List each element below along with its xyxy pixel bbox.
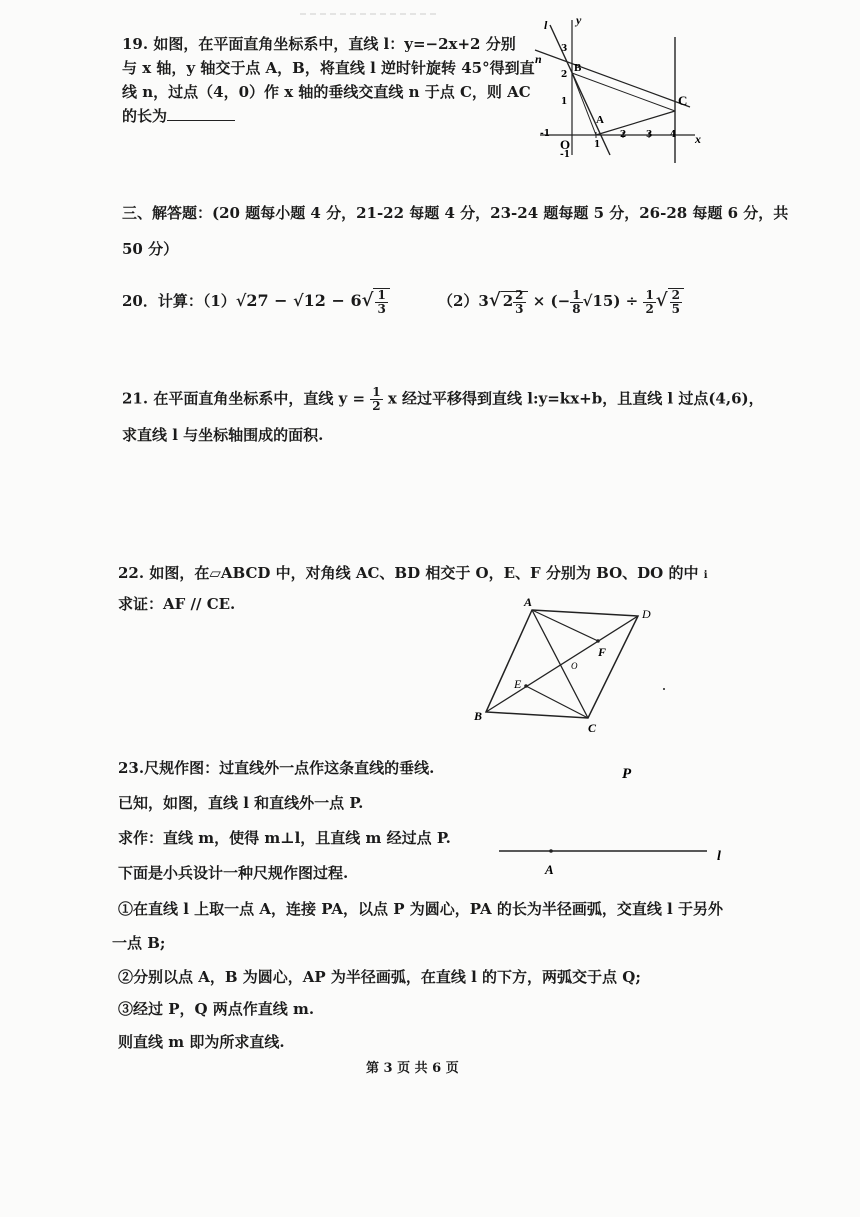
graph-tick-2: 2 xyxy=(561,70,568,80)
fig-label-F: F xyxy=(598,645,607,659)
graph-label-x: x xyxy=(695,132,701,146)
q23-line2: 已知，如图，直线 l 和直线外一点 P. xyxy=(118,794,364,812)
graph-tick-x2: 2 xyxy=(620,130,627,140)
q20-p2-close: ) ÷ xyxy=(613,292,639,310)
q23-line4: 下面是小兵设计一种尺规作图过程. xyxy=(118,864,349,882)
q20-part2: （2）3√ 2 $\frac{2}{3}$ × (− $\frac{1}{8}$ √15) ÷ $\frac{1}{2}$ √ $\frac{2}{5}$ xyxy=(438,288,684,316)
fig23-label-P: P xyxy=(622,766,632,782)
q20-p2-mid: × (− xyxy=(532,292,571,310)
q21-frac: $\frac{1}{2}$ xyxy=(372,385,381,413)
q20-p2-mixed: 2 $\frac{2}{3}$ xyxy=(501,291,528,310)
graph-tick-m1y: -1 xyxy=(560,150,570,160)
fig-label-D: D xyxy=(642,607,651,621)
graph-label-B: B xyxy=(574,62,582,74)
q19-line4 xyxy=(122,105,235,127)
q23-figure xyxy=(495,760,735,880)
fig-label-C: C xyxy=(588,721,597,735)
q21-line1 xyxy=(122,386,764,413)
graph-tick-m1x: -1 xyxy=(540,129,550,139)
q20-p2-sqrt15: √15 xyxy=(582,292,614,310)
page-footer: 第 3 页 共 6 页 xyxy=(366,1061,459,1076)
q21-line1b: x 经过平移得到直线 l:y=kx+b，且直线 l 过点(4,6)， xyxy=(387,389,764,408)
q22-line1 xyxy=(118,562,708,587)
q22-parallelogram-figure xyxy=(470,596,690,746)
q21-line1a: 21. 在平面直角坐标系中，直线 y = xyxy=(122,389,366,408)
graph-tick-x1: 1 xyxy=(594,140,601,150)
q20-p1-frac: $\frac{1}{3}$ xyxy=(373,288,389,316)
section3-line2: 50 分） xyxy=(122,240,179,258)
fig-label-B: B xyxy=(474,709,483,723)
q22-line1-tail: i xyxy=(703,570,708,581)
graph-label-C: C xyxy=(678,93,688,108)
fig-label-A: A xyxy=(524,595,533,609)
graph-tick-x4: 4 xyxy=(670,130,677,140)
q23-line3: 求作：直线 m，使得 m⊥l，且直线 m 经过点 P. xyxy=(118,829,451,847)
fig23-label-l: l xyxy=(717,849,721,864)
graph-label-O: O xyxy=(560,137,571,152)
q20-part1: 20．计算：（1）√27 − √12 − 6√ $\frac{1}{3}$ xyxy=(122,288,390,316)
q19-graph xyxy=(530,15,720,165)
q20-prefix: 20．计算：（1） xyxy=(122,292,236,310)
section3-line1: 三、解答题：(20 题每小题 4 分，21-22 每题 4 分，23-24 题每题 5 分，26-28 每题 6 分，共 xyxy=(122,204,789,222)
graph-tick-x3: 3 xyxy=(646,130,653,140)
graph-label-A: A xyxy=(596,114,604,126)
fig23-label-A: A xyxy=(545,862,554,877)
q20-p2-last: $\frac{2}{5}$ xyxy=(668,288,684,316)
q19-line4-text: 的长为 xyxy=(122,107,168,125)
q23-step3: ③经过 P，Q 两点作直线 m. xyxy=(118,1000,315,1018)
q20-p2-frac: $\frac{1}{8}$ xyxy=(572,287,581,316)
graph-tick-1: 1 xyxy=(561,97,568,107)
q23-step1a: ①在直线 l 上取一点 A，连接 PA，以点 P 为圆心，PA 的长为半径画弧，交直线 l 于另外 xyxy=(118,900,723,918)
graph-label-y: y xyxy=(576,13,582,27)
q23-end: 则直线 m 即为所求直线. xyxy=(118,1033,285,1051)
q23-line1: 23.尺规作图：过直线外一点作这条直线的垂线. xyxy=(118,759,435,777)
q20-p2-half: $\frac{1}{2}$ xyxy=(645,287,654,316)
graph-label-l: l xyxy=(544,18,548,32)
q23-step1b: 一点 B; xyxy=(112,934,166,952)
q23-step2: ②分别以点 A，B 为圆心，AP 为半径画弧，在直线 l 的下方，两弧交于点 Q; xyxy=(118,968,641,986)
top-rule xyxy=(300,12,440,16)
graph-tick-3: 3 xyxy=(561,44,568,54)
q19-line3: 线 n，过点（4，0）作 x 轴的垂线交直线 n 于点 C，则 AC xyxy=(122,83,531,101)
graph-label-n: n xyxy=(535,52,542,66)
q22-line2: 求证：AF // CE. xyxy=(118,595,236,613)
q20-p1-expr: √27 − √12 − 6 xyxy=(235,291,362,310)
stray-dot xyxy=(663,688,665,690)
fig-label-E: E xyxy=(514,677,522,691)
q20-prefix2: （2）3 xyxy=(438,292,489,310)
q19-line1: 19. 如图，在平面直角坐标系中，直线 l：y=−2x+2 分别 xyxy=(122,35,516,53)
answer-blank xyxy=(167,106,235,121)
q19-line2: 与 x 轴，y 轴交于点 A，B，将直线 l 逆时针旋转 45°得到直 xyxy=(122,59,535,77)
fig-label-O: O xyxy=(571,661,578,671)
q22-line1-text: 22. 如图，在▱ABCD 中，对角线 AC、BD 相交于 O，E、F 分别为 BO、DO 的中 xyxy=(118,564,699,582)
q21-line2: 求直线 l 与坐标轴围成的面积. xyxy=(122,426,324,444)
